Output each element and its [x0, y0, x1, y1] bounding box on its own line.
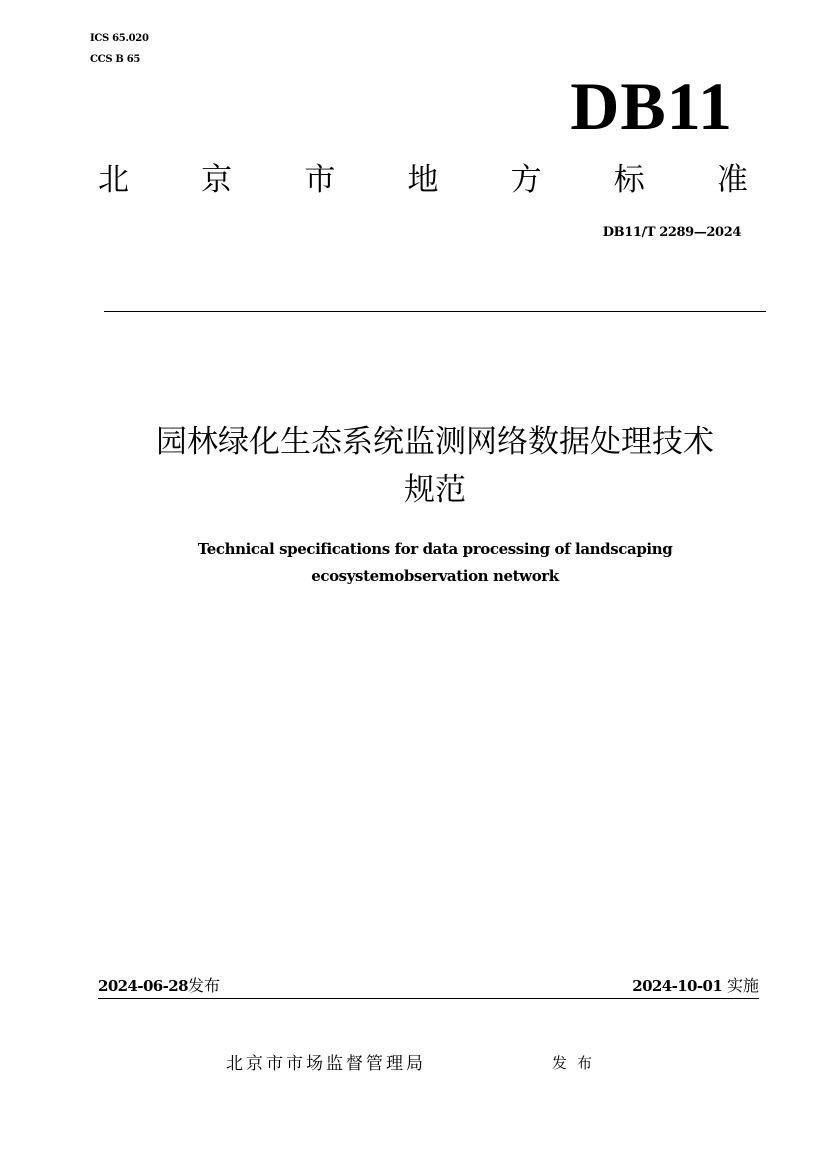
issue-date: 2024-06-28 [98, 977, 188, 995]
implement-date-group [632, 972, 759, 1000]
chinese-title-line-1: 园林绿化生态系统监测网络数据处理技术 [156, 424, 714, 460]
classification-codes [90, 28, 149, 70]
english-title-line-2: ecosystemobservation network [311, 567, 559, 585]
implement-date: 2024-10-01 [632, 977, 723, 995]
db-mark: DB11 [570, 68, 733, 144]
issuer-suffix: 发布 [552, 1054, 603, 1072]
chinese-title [100, 418, 770, 514]
issuer-name: 北京市市场监督管理局 [226, 1054, 426, 1074]
standard-type-char: 北 [98, 162, 129, 198]
standard-type-char: 方 [510, 162, 542, 198]
implement-label: 实施 [726, 976, 759, 995]
standard-type [98, 156, 748, 204]
english-title-line-1: Technical specifications for data processing of landscaping [197, 540, 673, 558]
issue-label: 发布 [187, 976, 220, 995]
standard-number: DB11/T 2289—2024 [602, 225, 741, 240]
english-title [100, 536, 770, 590]
standard-type-char: 京 [201, 162, 233, 198]
chinese-title-line-2: 规范 [404, 472, 466, 508]
standard-type-char: 地 [407, 162, 439, 198]
ccs-code: CCS B 65 [90, 54, 141, 65]
standard-type-char: 市 [304, 162, 336, 198]
issue-date-group [98, 972, 220, 1000]
ics-code: ICS 65.020 [90, 33, 149, 44]
publication-dates [98, 972, 759, 999]
standard-type-char: 标 [613, 162, 645, 198]
standard-type-char: 准 [716, 162, 748, 198]
header-divider [104, 311, 766, 312]
